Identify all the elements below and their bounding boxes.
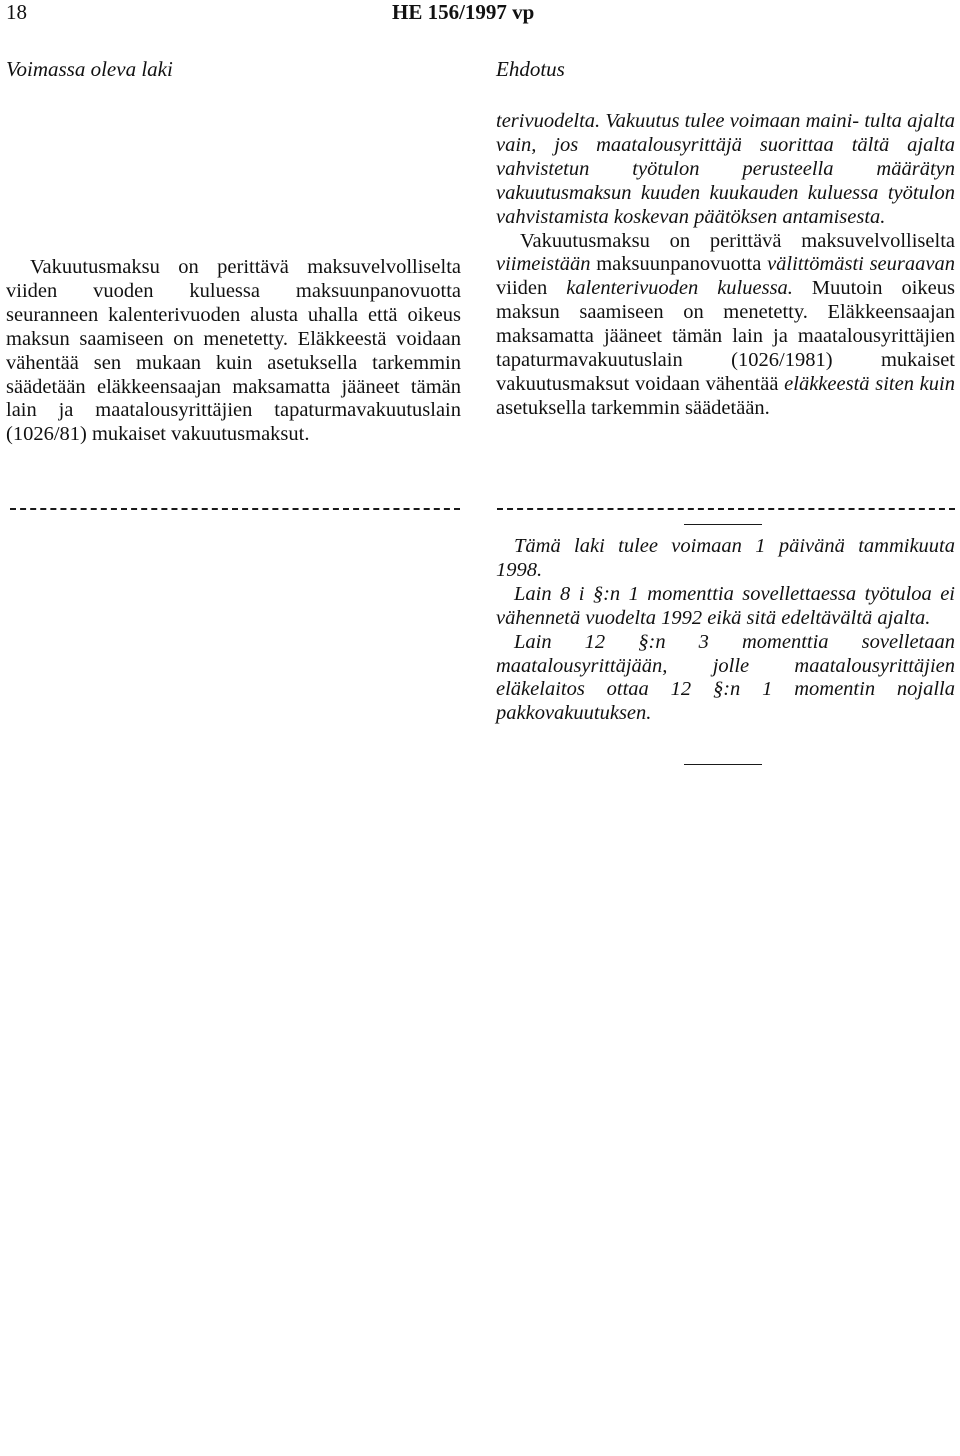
entry-paragraph: Lain 12 §:n 3 momenttia sovelletaan maatalousyrittäjään, jolle maatalousyrittäjien eläkelaitos ottaa 12 §:n 1 momentin nojalla pakkovakuutuksen. bbox=[496, 630, 955, 725]
text-run-italic: kalenterivuoden kuluessa. bbox=[566, 277, 793, 300]
right-column-text bbox=[496, 110, 955, 421]
entry-paragraph: Tämä laki tulee voimaan 1 päivänä tammikuuta 1998. bbox=[496, 535, 955, 581]
text-run: maksuunpanovuotta bbox=[590, 253, 768, 276]
text-run: asetuksella tarkemmin säädetään. bbox=[496, 396, 770, 419]
text-run: Vakuutusmaksu on perittävä maksuvelvolliselta bbox=[520, 229, 955, 252]
text-run: Muutoin oikeus maksun saamiseen on menetetty. Eläkkeensaajan maksamatta jääneet tämän lain ja maatalousyrittäjien tapaturmavakuutuslain (1026/1981) mukaiset vakuutusmaksut voidaan vähentää bbox=[496, 277, 955, 395]
right-paragraph-continuation: terivuodelta. Vakuutus tulee voimaan maini- tulta ajalta vain, jos maatalousyrittäjä suorittaa tältä ajalta vahvistetun työtulon perusteella määrätyn vakuutusmaksun kuuden kuukauden kuluessa työtulon vahvistamista koskevan päätöksen antamisesta. bbox=[496, 110, 955, 228]
text-run-italic: välittömästi seuraavan bbox=[767, 253, 955, 276]
text-run: viiden bbox=[496, 277, 567, 300]
entry-bottom-rule bbox=[684, 764, 762, 765]
text-run-italic: eläkkeestä siten kuin bbox=[784, 372, 955, 395]
left-paragraph: Vakuutusmaksu on perittävä maksuvelvolliselta viiden vuoden kuluessa maksuunpanovuotta seuranneen kalenterivuoden alusta uhalla että oikeus maksun saamiseen on menetetty. Eläkkeestä voidaan vähentää sen mukaan kuin asetuksella tarkemmin säädetään eläkkeensaajan maksamatta jääneet tämän lain ja maatalousyrittäjien tapaturmavakuutuslain (1026/81) mukaiset vakuutusmaksut. bbox=[6, 256, 461, 446]
left-dashed-divider bbox=[10, 508, 460, 510]
document-id: HE 156/1997 vp bbox=[392, 0, 535, 24]
left-column-text bbox=[6, 256, 461, 447]
right-dashed-divider bbox=[497, 508, 955, 510]
right-column-heading: Ehdotus bbox=[496, 57, 565, 81]
entry-top-rule bbox=[684, 524, 762, 525]
text-run-italic: viimeistään bbox=[496, 253, 591, 276]
left-column-heading: Voimassa oleva laki bbox=[6, 57, 173, 81]
entry-paragraph: Lain 8 i §:n 1 momenttia sovellettaessa työtuloa ei vähennetä vuodelta 1992 eikä sitä edeltävältä ajalta. bbox=[496, 582, 955, 629]
entry-into-force-text bbox=[496, 535, 955, 726]
page-number: 18 bbox=[6, 0, 27, 24]
right-paragraph-main bbox=[496, 230, 955, 421]
